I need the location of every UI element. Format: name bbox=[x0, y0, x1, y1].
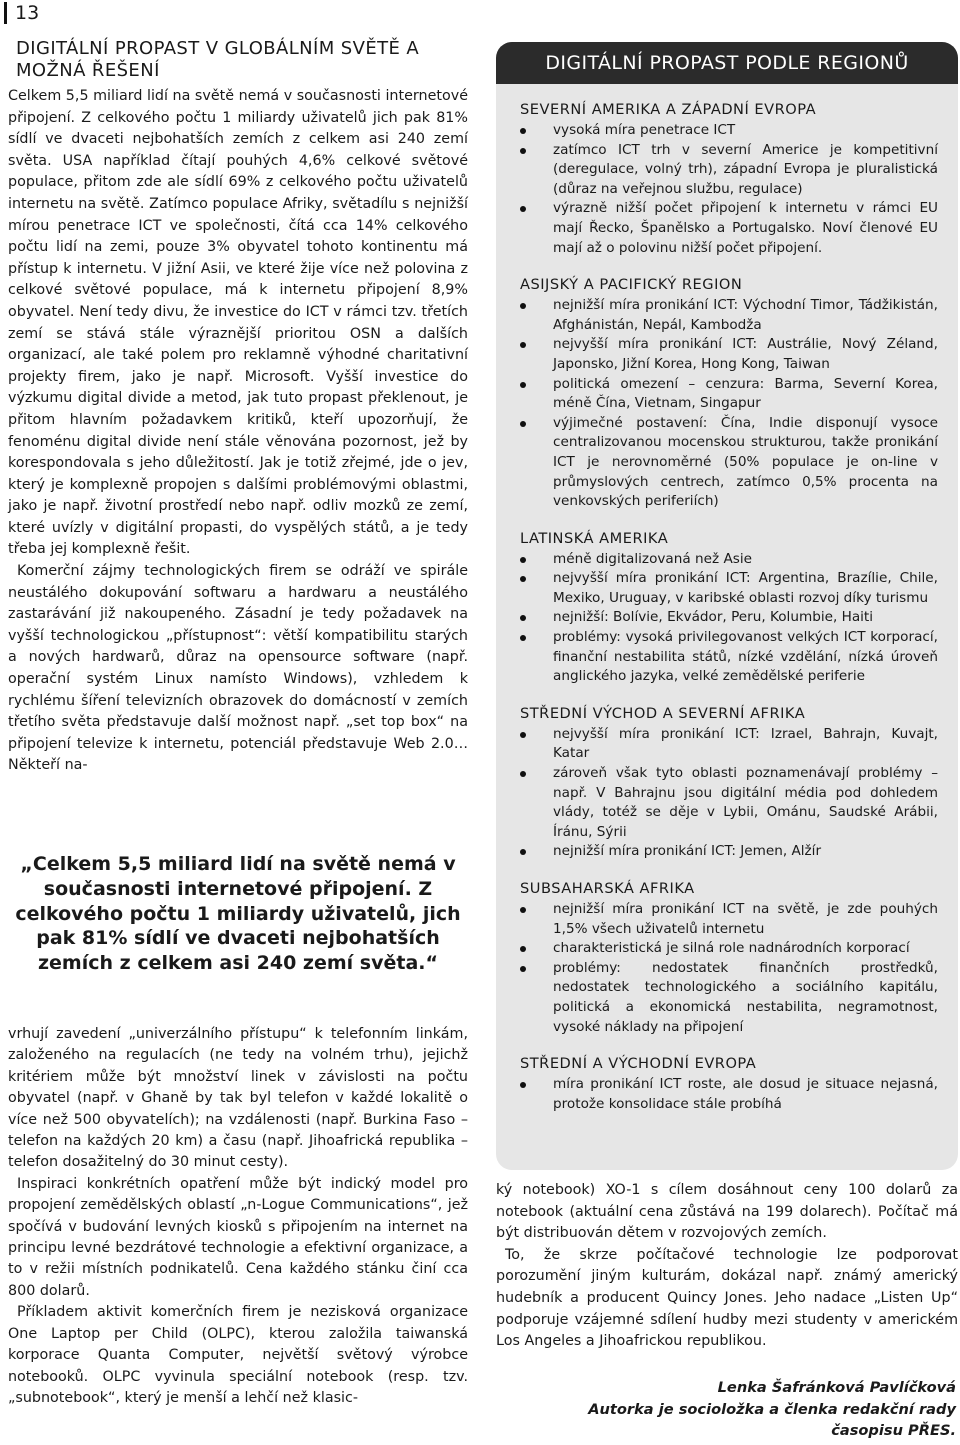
list-item-text: méně digitalizovaná než Asie bbox=[553, 550, 752, 567]
article-paragraph: Inspiraci konkrétních opatření může být indický model pro propojení zemědělských oblastí „n-Logue Communications“, jež spočívá v budování levných kiosků s připojením na internet na principu levné bezdrátové technologie a efektivní organizace, a to v režii místních podnikatelů. Cena každého stánku činí cca 800 dolarů. bbox=[8, 1175, 468, 1299]
bullet-icon bbox=[520, 849, 526, 855]
list-item-text: nejnižší: Bolívie, Ekvádor, Peru, Kolumbie, Haiti bbox=[553, 609, 874, 626]
region-list bbox=[520, 1075, 938, 1114]
list-item bbox=[520, 199, 938, 258]
list-item-text: charakteristická je silná role nadnárodních korporací bbox=[553, 940, 910, 957]
bullet-icon bbox=[520, 635, 526, 641]
sidebar-body bbox=[496, 84, 958, 1170]
region-heading: STŘEDNÍ A VÝCHODNÍ EVROPA bbox=[520, 1055, 757, 1073]
list-item-text: zároveň však tyto oblasti poznamenávají problémy – např. V Bahrajnu jsou digitální média pod dohledem vlády, totéž se děje v Lybii, Ománu, Saudské Arábii, Íránu, Sýrii bbox=[553, 765, 938, 840]
article-paragraph: Celkem 5,5 miliard lidí na světě nemá v současnosti internetové připojení. Z celkového počtu 1 miliardy uživatelů jich pak 81% sídlí ve dvaceti nejbohatších zemích z celkem asi 240 zemí světa. USA například čítají pouhých 4,6% celkové světové populace, přitom zde ale sídlí 69% z celkového počtu uživatelů internetu na světě. Zatímco populace Afriky, světadílu s nejnižší mírou penetrace ICT ve společnosti, čítá cca 14% celkového počtu lidí na zemi, pouze 3% obyvatel tohoto kontinentu má přístup k internetu. V jižní Asii, ve které žije více než polovina z celkové světové populace, má k internetu připojení 8,9% obyvatel. Není tedy divu, že investice do ICT v rámci tzv. třetích zemí se stává stále výraznější prioritou OSN a dalších organizací, ale také polem pro reklamně výhodné charitativní projekty firem, jako je např. Microsoft. Vyšší investice do výzkumu digital divide a metod, jak tuto propast překlenout, je přitom hlavním požadavkem kritiků, kteří upozorňují, že fenoménu digital divide není stále věnována pozornost, jež by korespondovala s jeho důležitostí. Jak je totiž zřejmé, jde o jev, který je komplexně propojen s dalšími problémovými oblastmi, jako je např. životní prostředí nebo např. odliv mozků ze zemí, které uvízly v digitální propasti, do vyspělých států, a je tedy třeba jej komplexně řešit. bbox=[8, 88, 468, 558]
pull-quote: „Celkem 5,5 miliard lidí na světě nemá v současnosti internetové připojení. Z celkového počtu 1 miliardy uživatelů, jich pak 81% sídlí ve dvaceti nejbohatších zemích z celkem asi 240 zemí světa.“ bbox=[15, 853, 461, 975]
list-item bbox=[520, 939, 938, 959]
region-block bbox=[520, 100, 938, 258]
list-item bbox=[520, 959, 938, 1037]
article-paragraph: Příkladem aktivit komerčních firem je nezisková organizace One Laptop per Child (OLPC), kterou založila taiwanská korporace Quanta Computer, největší světový výrobce notebooků. OLPC vyvinula speciální notebook (resp. tzv. „subnotebook“, který je menší a lehčí než klasic- bbox=[8, 1304, 468, 1406]
region-heading: SEVERNÍ AMERIKA A ZÁPADNÍ EVROPA bbox=[520, 101, 817, 118]
region-list bbox=[520, 296, 938, 512]
article-column-right-bottom bbox=[496, 1180, 958, 1353]
bullet-icon bbox=[520, 615, 526, 621]
article-column-left-bottom bbox=[8, 1024, 468, 1409]
region-heading: SUBSAHARSKÁ AFRIKA bbox=[520, 880, 695, 897]
list-item-text: výjimečné postavení: Čína, Indie disponují vysoce centralizovanou mocenskou strukturou, takže pronikání ICT je nerovnoměrné (50% populace je on-line v průmyslových centrech, zatímco 0,5% procenta na venkovských periferiích) bbox=[553, 414, 938, 510]
author-magazine: časopisu PŘES. bbox=[831, 1422, 956, 1440]
region-list bbox=[520, 900, 938, 1037]
list-item-text: problémy: vysoká privilegovanost velkých ICT korporací, finanční nestabilita států, nízké vzdělání, nízká úroveň anglického jazyka, velké zemědělské periferie bbox=[553, 629, 938, 685]
list-item-text: politická omezení – cenzura: Barma, Severní Korea, méně Čína, Vietnam, Singapur bbox=[553, 375, 938, 412]
list-item bbox=[520, 550, 938, 570]
author-role: Autorka je socioložka a členka redakční rady bbox=[588, 1400, 956, 1418]
list-item bbox=[520, 608, 938, 628]
list-item bbox=[520, 375, 938, 414]
bullet-icon bbox=[520, 303, 526, 309]
bullet-icon bbox=[520, 732, 526, 738]
list-item bbox=[520, 296, 938, 335]
list-item bbox=[520, 764, 938, 842]
region-block bbox=[520, 275, 938, 512]
list-item bbox=[520, 141, 938, 200]
article-paragraph: ký notebook) XO-1 s cílem dosáhnout ceny 100 dolarů za notebook (aktuální cena zůstává na 199 dolarech). Počítač má být distribuován dětem v rozvojových zemích. bbox=[496, 1182, 958, 1242]
article-title: DIGITÁLNÍ PROPAST V GLOBÁLNÍM SVĚTĚ A MOŽNÁ ŘEŠENÍ bbox=[16, 38, 420, 81]
sidebar-title: DIGITÁLNÍ PROPAST PODLE REGIONŮ bbox=[496, 42, 958, 84]
page-number: 13 bbox=[4, 2, 39, 24]
region-block bbox=[520, 879, 938, 1037]
list-item bbox=[520, 335, 938, 374]
list-item bbox=[520, 900, 938, 939]
author-signature bbox=[516, 1377, 956, 1442]
list-item-text: nejnižší míra pronikání ICT: Jemen, Alžír bbox=[553, 843, 822, 860]
list-item-text: vysoká míra penetrace ICT bbox=[553, 122, 736, 138]
list-item-text: míra pronikání ICT roste, ale dosud je situace nejasná, protože konsolidace stále probíhá bbox=[553, 1076, 938, 1112]
bullet-icon bbox=[520, 907, 526, 913]
region-list bbox=[520, 550, 938, 687]
author-name: Lenka Šafránková Pavlíčková bbox=[717, 1379, 956, 1396]
list-item bbox=[520, 842, 938, 862]
bullet-icon bbox=[520, 128, 526, 134]
bullet-icon bbox=[520, 148, 526, 154]
list-item bbox=[520, 628, 938, 687]
bullet-icon bbox=[520, 946, 526, 952]
bullet-icon bbox=[520, 557, 526, 563]
list-item bbox=[520, 569, 938, 608]
region-block bbox=[520, 704, 938, 862]
bullet-icon bbox=[520, 421, 526, 427]
list-item-text: nejvyšší míra pronikání ICT: Izrael, Bahrajn, Kuvajt, Katar bbox=[553, 725, 938, 762]
region-block bbox=[520, 1054, 938, 1114]
region-list bbox=[520, 725, 938, 862]
region-heading: ASIJSKÝ A PACIFICKÝ REGION bbox=[520, 276, 743, 294]
list-item-text: nejnižší míra pronikání ICT: Východní Timor, Tádžikistán, Afghánistán, Nepál, Kambodža bbox=[553, 297, 938, 333]
list-item bbox=[520, 725, 938, 764]
list-item-text: zatímco ICT trh v severní Americe je kompetitivní (deregulace, volný trh), západní Evropa je pluralistická (důraz na veřejnou službu, regulace) bbox=[553, 141, 938, 197]
article-paragraph: vrhují zavedení „univerzálního přístupu“ k telefonním linkám, založeného na regulacích (ne tedy na volném trhu), jejichž kritériem může být množství linek v závislosti na počtu obyvatel (např. v Ghaně by tak byl telefon v každé lokalitě o více než 500 obyvatelích); na vzdálenosti (např. Burkina Faso – telefon na každých 20 km) a času (např. Jihoafrická republika – telefon dosažitelný do 30 minut cesty). bbox=[8, 1026, 468, 1171]
bullet-icon bbox=[520, 1082, 526, 1088]
bullet-icon bbox=[520, 206, 526, 212]
list-item bbox=[520, 1075, 938, 1114]
region-heading: STŘEDNÍ VÝCHOD A SEVERNÍ AFRIKA bbox=[520, 704, 806, 722]
bullet-icon bbox=[520, 576, 526, 582]
list-item-text: nejnižší míra pronikání ICT na světě, je zde pouhých 1,5% všech uživatelů internetu bbox=[553, 901, 938, 937]
article-paragraph: To, že skrze počítačové technologie lze podporovat porozumění jiným kulturám, dokázal např. známý americký hudebník a producent Quincy Jones. Jeho nadace „Listen Up“ podporuje vzájemné sdílení hudby mezi studenty v americkém Los Angeles a Jihoafrickou republikou. bbox=[496, 1246, 958, 1350]
bullet-icon bbox=[520, 771, 526, 777]
article-column-left bbox=[8, 34, 468, 777]
article-paragraph: Komerční zájmy technologických firem se odráží ve spirále neustálého dokupování softwaru a hardwaru a neustálého zastarávání již nakoupeného. Zásadní je tedy požadavek na vyšší technologickou „přístupnost“: větší kompatibilitu starých a nových hardwarů, důraz na opensource software (např. operační systém Linux namísto Windows), vzhledem k rychlému šíření televizních obrazovek do domácností v zemích třetího světa představuje další možnost např. „set top box“ na připojení televize k internetu, potenciál představuje Web 2.0… Někteří na- bbox=[8, 563, 468, 774]
region-list bbox=[520, 121, 938, 258]
region-heading: LATINSKÁ AMERIKA bbox=[520, 529, 669, 547]
list-item bbox=[520, 414, 938, 512]
bullet-icon bbox=[520, 342, 526, 348]
list-item bbox=[520, 121, 938, 141]
list-item-text: výrazně nižší počet připojení k internetu v rámci EU mají Řecko, Španělsko a Portugalsko. Noví členové EU mají až o polovinu nižší počet připojení. bbox=[553, 200, 938, 256]
list-item-text: nejvyšší míra pronikání ICT: Austrálie, Nový Zéland, Japonsko, Jižní Korea, Hong Kong, Taiwan bbox=[553, 336, 938, 372]
region-block bbox=[520, 529, 938, 687]
regions-sidebar bbox=[496, 42, 958, 1170]
bullet-icon bbox=[520, 382, 526, 388]
bullet-icon bbox=[520, 966, 526, 972]
list-item-text: nejvyšší míra pronikání ICT: Argentina, Brazílie, Chile, Mexiko, Uruguay, v karibské oblasti rozvoj díky turismu bbox=[553, 570, 938, 606]
list-item-text: problémy: nedostatek finančních prostředků, nedostatek technologického a sociálního kapitálu, politická a ekonomická nestabilita, negramotnost, vysoké náklady na připojení bbox=[553, 959, 938, 1035]
